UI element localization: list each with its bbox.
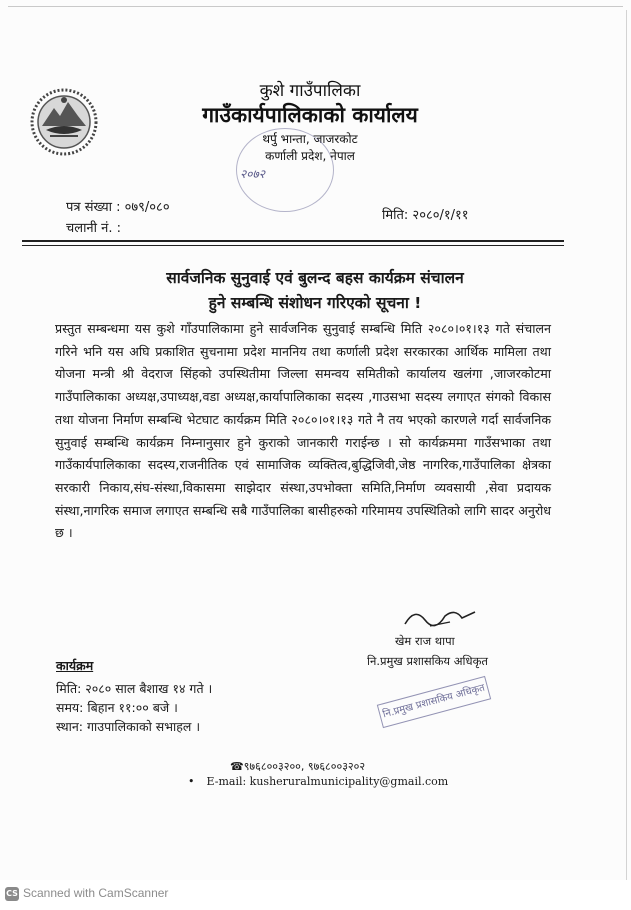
program-date: मिति: २०८० साल बैशाख १४ गते ।: [56, 681, 213, 696]
letter-number: पत्र संख्या : ०७९/०८०: [66, 200, 170, 215]
program-heading: कार्यक्रम: [56, 658, 94, 673]
camscanner-logo-icon: CS: [5, 887, 19, 901]
office-province: कर्णाली प्रदेश, नेपाल: [265, 149, 355, 163]
letter-date: मिति: २०८०/१/११: [382, 208, 469, 223]
contact-phone: ☎९७६८००३२००, ९७६८००३२०२: [230, 760, 366, 773]
contact-email: E-mail: kusheruralmunicipality@gmail.com: [206, 775, 449, 788]
municipality-name: कुशे गाउँपालिका: [259, 81, 361, 101]
contact-email-line: [188, 775, 448, 788]
signatory-designation: नि.प्रमुख प्रशासकिय अधिकृत: [367, 654, 488, 668]
program-time: समय: बिहान ११:०० बजे ।: [56, 700, 178, 715]
notice-title-line2: हुने सम्बन्धि संशोधन गरिएको सूचना !: [208, 294, 422, 312]
scan-edge-right: [626, 10, 627, 880]
scan-edge-top: [8, 6, 623, 7]
dispatch-number: चलानी नं. :: [66, 221, 122, 236]
round-stamp: [236, 128, 334, 212]
notice-title-line1: सार्वजनिक सुनुवाई एवं बुलन्द बहस कार्यक्रम संचालन: [166, 269, 464, 287]
signature-icon: [400, 602, 480, 632]
established-year: २०७२: [240, 167, 265, 181]
signatory-name: खेम राज थापा: [395, 634, 455, 648]
office-address: थर्पु भान्ता, जाजरकोट: [262, 132, 358, 146]
header-rule-thin: [22, 245, 564, 246]
office-name: गाउँकार्यपालिकाको कार्यालय: [202, 103, 418, 127]
nepal-emblem-icon: [28, 86, 100, 158]
officer-stamp: नि.प्रमुख प्रशासकिय अधिकृत: [377, 676, 491, 728]
notice-body: प्रस्तुत सम्बन्धमा यस कुशे गाँउपालिकामा हुने सार्वजनिक सुनुवाई सम्बन्धि मिति २०८०।०१।१३ गते संचालन गरिने भनि यस अघि प्रकाशित सुचनामा प्रदेश माननिय तथा कर्णाली प्रदेश सरकारका आर्थिक मामिला तथा योजना मन्त्री श्री वेदराज सिंहको उपस्थितीमा जिल्ला समन्वय समितीको कार्यालय खलंगा ,जाजरकोटमा गाउँपालिकाका अध्यक्ष,उपाध्यक्ष,वडा अध्यक्ष,कार्यापालिकाका सदस्य ,गाउसभा सदस्य लगाएत संगको विकास तथा योजना निर्माण सम्बन्धि भेटघाट कार्यक्रम मिति २०८०।०१।१३ गते नै तय भएको कारणले गर्दा सार्वजनिक सुनुवाई सम्बन्धि कार्यक्रम निम्नानुसार हुने कुराको जानकारी गराईन्छ । सो कार्यक्रममा गाउँसभाका तथा गाउँकार्यपालिकाका सदस्य,राजनीतिक एवं सामाजिक व्यक्तित्व,बुद्धिजिवी,जेष्ठ नागरिक,गाउँपालिका क्षेत्रका सरकारी निकाय,संघ-संस्था,विकासमा साझेदार संस्था,उपभोक्ता समिति,निर्माण व्यवसायी ,सेवा प्रदायक संस्था,नागरिक समाज लगाएत सम्बन्धि सबै गाउँपालिका बासीहरुको गरिमामय उपस्थितिको लागि सादर अनुरोध छ ।: [55, 321, 551, 541]
bullet-icon: •: [188, 775, 195, 788]
program-venue: स्थान: गाउपालिकाको सभाहल ।: [56, 719, 201, 734]
scanner-watermark: Scanned with CamScanner: [23, 886, 169, 900]
header-rule-thick: [22, 240, 564, 242]
